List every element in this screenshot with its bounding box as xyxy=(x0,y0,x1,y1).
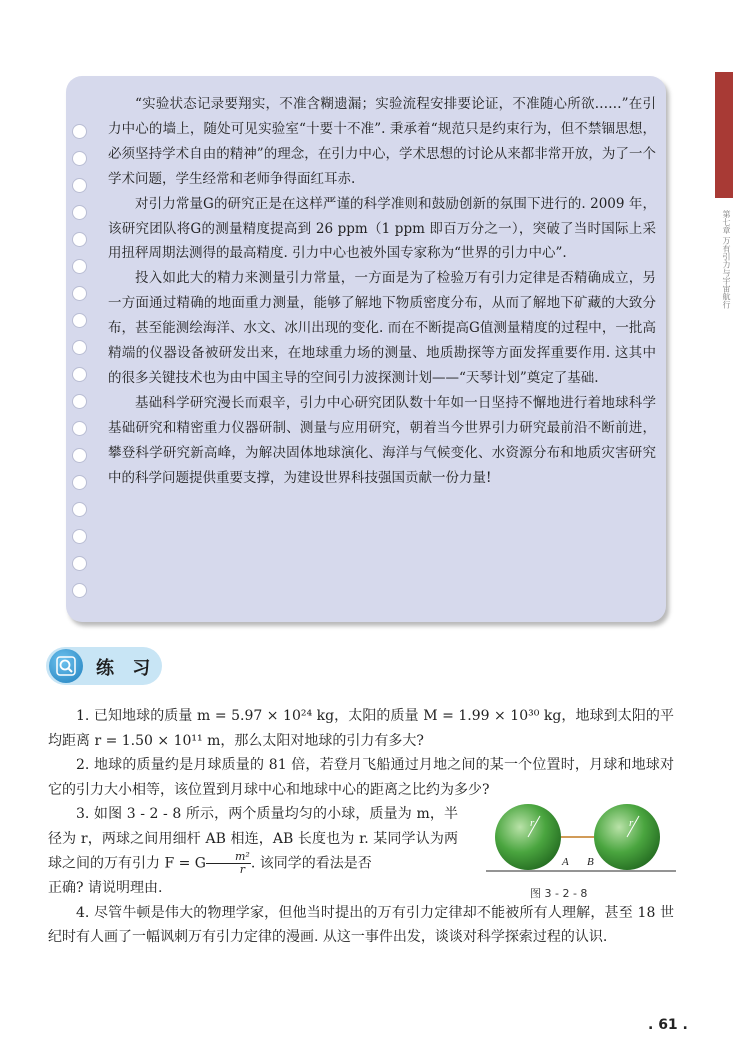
ring-icon xyxy=(72,178,87,193)
ring-icon xyxy=(72,151,87,166)
question-3 xyxy=(48,802,458,876)
formula-fraction xyxy=(206,851,251,876)
ring-icon xyxy=(72,232,87,247)
ring-icon xyxy=(72,394,87,409)
ring-icon xyxy=(72,286,87,301)
card-paragraph: “实验状态记录要翔实，不准含糊遗漏；实验流程安排要论证，不准随心所欲……”在引力中心的墙上，随处可见实验室“十要十不准”. 秉承着“规范只是约束行为，但不禁锢思想，必须坚持学术自由的精神”的理念，在引力中心，学术思想的讨论从来都非常开放，为了一个学术问题，学生经常和老师争得面红耳赤. xyxy=(108,96,656,187)
exercise-title: 练 习 xyxy=(96,658,157,679)
point-a-label: A xyxy=(562,856,569,868)
card-paragraph: 基础科学研究漫长而艰辛，引力中心研究团队数十年如一日坚持不懈地进行着地球科学基础研究和精密重力仪器研制、测量与应用研究，朝着当今世界引力研究最前沿不断前进，攀登科学研究新高峰，为解决固体地球演化、海洋与气候变化、水资源分布和地质灾害研究中的科学问题提供重要支撑，为建设世界科技强国贡献一份力量! xyxy=(108,394,656,486)
question-3-end: 正确? 请说明理由. xyxy=(48,880,163,896)
card-text xyxy=(108,92,656,491)
radius-label-right: r xyxy=(629,817,634,829)
page-number: . 61 . xyxy=(648,1017,688,1033)
ring-icon xyxy=(72,124,87,139)
ring-icon xyxy=(72,556,87,571)
ring-icon xyxy=(72,259,87,274)
question-3-text-cont: . 该同学的看法是否 xyxy=(250,855,372,872)
ring-icon xyxy=(72,340,87,355)
chapter-tab xyxy=(715,72,733,198)
chapter-side-text: 第七章 万有引力与宇宙航行 xyxy=(722,210,731,309)
question-1: 1. 已知地球的质量 m = 5.97 × 10²⁴ kg，太阳的质量 M = 1.99 × 10³⁰ kg，地球到太阳的平均距离 r = 1.50 × 10¹¹ m，那么太阳对地球的引力有多大? xyxy=(48,708,674,749)
question-3-text: 3. 如图 3 - 2 - 8 所示，两个质量均匀的小球，质量为 m，半径为 r，两球之间用细杆 AB 相连，AB 长度也为 r. 某同学认为两球之间的万有引力 F = G xyxy=(48,806,458,872)
ring-icon xyxy=(72,367,87,382)
figure-caption: 图 3 - 2 - 8 xyxy=(530,887,588,900)
question-2: 2. 地球的质量约是月球质量的 81 倍，若登月飞船通过月地之间的某一个位置时，月球和地球对它的引力大小相等，该位置到月球中心和地球中心的距离之比约为多少? xyxy=(48,757,674,798)
radius-label-left: r xyxy=(530,817,535,829)
card-paragraph: 投入如此大的精力来测量引力常量，一方面是为了检验万有引力定律是否精确成立，另一方面通过精确的地面重力测量，能够了解地下物质密度分布，从而了解地下矿藏的大致分布，甚至能测绘海洋、水文、冰川出现的变化. 而在不断提高G值测量精度的过程中，一批高精端的仪器设备被研发出来，在地球重力场的测量、地质勘探等方面发挥重要作用. 这其中的很多关键技术也为由中国主导的空间引力波探测计划——“天琴计划”奠定了基础. xyxy=(108,270,656,386)
card-paragraph: 对引力常量G的研究正是在这样严谨的科学准则和鼓励创新的氛围下进行的. 2009 年，该研究团队将G的测量精度提高到 26 ppm（1 ppm 即百万分之一），突破了当时国际上采用扭秤周期法测得的最高精度. 引力中心也被外国专家称为“世界的引力中心”. xyxy=(108,195,656,262)
ring-icon xyxy=(72,448,87,463)
ring-icon xyxy=(72,421,87,436)
fraction-numerator: m² xyxy=(206,851,251,864)
ring-icon xyxy=(72,583,87,598)
magnifier-icon xyxy=(49,649,83,683)
ring-icon xyxy=(72,313,87,328)
ring-icon xyxy=(72,529,87,544)
fraction-denominator: r xyxy=(239,863,246,876)
point-b-label: B xyxy=(587,856,594,868)
question-4: 4. 尽管牛顿是伟大的物理学家，但他当时提出的万有引力定律却不能被所有人理解，甚至 18 世纪时有人画了一幅讽刺万有引力定律的漫画. 从这一事件出发，谈谈对科学探索过程的认识. xyxy=(48,904,674,945)
ring-icon xyxy=(72,205,87,220)
ring-icon xyxy=(72,502,87,517)
ring-icon xyxy=(72,475,87,490)
